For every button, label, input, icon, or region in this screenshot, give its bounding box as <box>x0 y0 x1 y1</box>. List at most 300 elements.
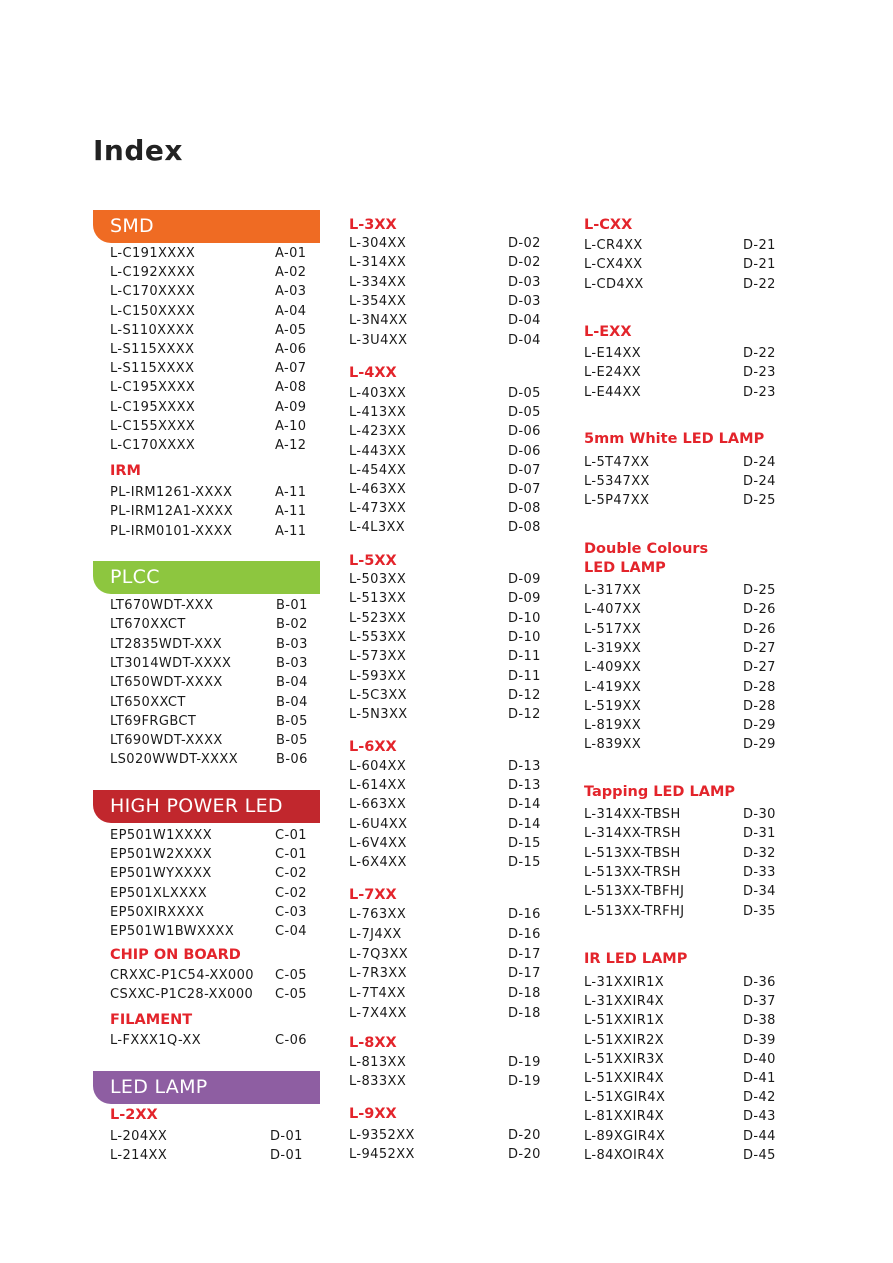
entry-page-code: D-04 <box>508 313 541 329</box>
index-entry <box>584 1127 783 1146</box>
entry-page-code: D-16 <box>508 926 541 942</box>
index-entry <box>349 518 548 537</box>
index-entry <box>110 522 315 541</box>
entry-part-number: L-6V4XX <box>349 835 407 851</box>
entry-part-number: L-839XX <box>584 737 642 753</box>
index-entry <box>584 275 783 294</box>
entry-page-code: B-02 <box>276 617 308 633</box>
index-entry <box>349 795 548 814</box>
index-entry <box>110 693 316 712</box>
index-entry <box>110 321 315 340</box>
entry-part-number: L-413XX <box>349 405 407 421</box>
entry-part-number: L-C195XXXX <box>110 380 196 396</box>
index-entry <box>349 834 548 853</box>
index-entry <box>110 359 315 378</box>
l-cxx-heading: L-CXX <box>584 217 633 233</box>
l-8xx-heading: L-8XX <box>349 1035 397 1051</box>
index-entry <box>110 340 315 359</box>
entry-part-number: EP501W2XXXX <box>110 847 213 863</box>
entry-page-code: D-22 <box>743 276 776 292</box>
index-entry <box>110 502 315 521</box>
entry-page-code: D-22 <box>743 346 776 361</box>
high-power-led-banner-label: HIGH POWER LED <box>110 795 283 817</box>
entry-page-code: A-11 <box>275 504 307 520</box>
index-entry <box>584 255 783 274</box>
index-entry <box>349 647 548 666</box>
entry-page-code: D-27 <box>743 660 776 676</box>
entry-page-code: D-10 <box>508 629 541 645</box>
entry-page-code: D-09 <box>508 591 541 607</box>
index-entry <box>584 1146 783 1165</box>
entry-page-code: A-06 <box>275 342 307 357</box>
index-entry <box>110 864 315 883</box>
entry-page-code: D-33 <box>743 864 776 880</box>
entry-page-code: A-11 <box>275 523 307 539</box>
page-title: Index <box>93 134 183 167</box>
entry-part-number: L-CX4XX <box>584 257 643 273</box>
entry-page-code: D-01 <box>270 1129 303 1144</box>
index-entry <box>110 966 315 985</box>
entry-page-code: A-08 <box>275 380 307 396</box>
entry-page-code: D-42 <box>743 1090 776 1106</box>
entry-page-code: D-05 <box>508 405 541 421</box>
entry-page-code: C-02 <box>275 866 307 882</box>
entry-page-code: D-18 <box>508 986 541 1002</box>
entry-part-number: L-S115XXXX <box>110 361 195 377</box>
entry-page-code: D-13 <box>508 778 541 794</box>
entry-page-code: D-30 <box>743 807 776 822</box>
entry-part-number: L-833XX <box>349 1074 407 1090</box>
index-entry <box>584 697 783 716</box>
entry-page-code: A-01 <box>275 246 307 261</box>
entry-page-code: D-26 <box>743 621 776 637</box>
entry-part-number: L-E24XX <box>584 365 642 381</box>
entry-part-number: L-513XX-TBSH <box>584 845 681 861</box>
index-entry <box>349 705 548 724</box>
entry-part-number: L-7R3XX <box>349 966 407 982</box>
index-entry <box>349 757 548 776</box>
entry-page-code: D-18 <box>508 1006 541 1021</box>
l-2xx-heading: L-2XX <box>110 1107 158 1123</box>
entry-page-code: D-25 <box>743 583 776 598</box>
entry-part-number: L-7J4XX <box>349 926 402 942</box>
entry-page-code: D-08 <box>508 501 541 517</box>
index-entry <box>349 422 548 441</box>
entry-part-number: EP501WYXXXX <box>110 866 212 882</box>
entry-page-code: B-05 <box>276 713 308 729</box>
entry-part-number: L-403XX <box>349 386 407 401</box>
index-entry <box>584 658 783 677</box>
entry-part-number: L-51XGIR4X <box>584 1090 666 1106</box>
index-entry <box>110 378 315 397</box>
index-entry <box>110 654 316 673</box>
entry-part-number: L-763XX <box>349 907 407 922</box>
entry-page-code: A-07 <box>275 361 307 377</box>
entry-part-number: L-E44XX <box>584 384 642 400</box>
entry-part-number: L-5P47XX <box>584 493 650 509</box>
smd-banner-label: SMD <box>110 215 154 237</box>
entry-page-code: D-06 <box>508 424 541 440</box>
entry-part-number: L-7T4XX <box>349 986 406 1002</box>
entry-page-code: B-04 <box>276 694 308 710</box>
entry-page-code: C-06 <box>275 1033 307 1048</box>
index-entry <box>349 1126 548 1145</box>
entry-part-number: LT3014WDT-XXXX <box>110 655 232 671</box>
entry-page-code: D-20 <box>508 1147 541 1163</box>
entry-part-number: LT690WDT-XXXX <box>110 733 223 749</box>
index-entry <box>349 686 548 705</box>
entry-page-code: B-03 <box>276 655 308 671</box>
entry-part-number: L-6X4XX <box>349 855 407 870</box>
entry-page-code: D-08 <box>508 520 541 536</box>
entry-page-code: D-41 <box>743 1071 776 1086</box>
entry-part-number: L-C170XXXX <box>110 438 196 453</box>
entry-part-number: L-663XX <box>349 797 407 813</box>
entry-part-number: LT650WDT-XXXX <box>110 675 223 691</box>
entry-page-code: D-36 <box>743 975 776 990</box>
entry-page-code: D-12 <box>508 707 541 723</box>
entry-part-number: L-523XX <box>349 610 407 626</box>
entry-part-number: L-513XX <box>349 591 407 607</box>
index-entry <box>584 581 783 600</box>
entry-page-code: D-23 <box>743 365 776 381</box>
entry-part-number: L-C192XXXX <box>110 265 196 281</box>
index-entry <box>349 905 548 924</box>
entry-part-number: LT650XXCT <box>110 694 186 710</box>
entry-page-code: C-03 <box>275 904 307 920</box>
entry-page-code: D-40 <box>743 1051 776 1067</box>
index-entry <box>110 903 315 922</box>
entry-page-code: D-20 <box>508 1128 541 1143</box>
index-entry <box>349 1053 548 1072</box>
entry-part-number: L-819XX <box>584 718 642 734</box>
entry-part-number: L-513XX-TRSH <box>584 864 681 880</box>
index-entry <box>349 253 548 272</box>
entry-page-code: D-31 <box>743 826 776 842</box>
entry-page-code: D-28 <box>743 679 776 695</box>
index-entry <box>584 1050 783 1069</box>
entry-part-number: L-304XX <box>349 236 407 251</box>
index-entry <box>584 735 783 754</box>
entry-part-number: PL-IRM1261-XXXX <box>110 485 233 500</box>
entry-part-number: L-553XX <box>349 629 407 645</box>
white-led-lamp-heading: 5mm White LED LAMP <box>584 431 765 447</box>
entry-page-code: C-04 <box>275 924 307 939</box>
entry-page-code: C-05 <box>275 987 307 1003</box>
entry-part-number: L-214XX <box>110 1148 168 1164</box>
entry-part-number: CSXXC-P1C28-XX000 <box>110 987 254 1003</box>
entry-part-number: L-423XX <box>349 424 407 440</box>
entry-page-code: A-03 <box>275 284 307 300</box>
index-entry <box>584 1088 783 1107</box>
entry-page-code: C-01 <box>275 847 307 863</box>
index-entry <box>349 292 548 311</box>
entry-part-number: EP501XLXXXX <box>110 885 208 901</box>
entry-page-code: D-35 <box>743 903 776 919</box>
entry-page-code: D-38 <box>743 1013 776 1029</box>
double-colours-led-lamp-heading: LED LAMP <box>584 560 666 576</box>
entry-part-number: L-314XX <box>349 255 407 271</box>
l-9xx-heading: L-9XX <box>349 1106 397 1122</box>
entry-part-number: L-593XX <box>349 668 407 684</box>
entry-part-number: L-5C3XX <box>349 687 407 703</box>
index-entry <box>349 589 548 608</box>
entry-page-code: C-02 <box>275 885 307 901</box>
entry-part-number: L-314XX-TBSH <box>584 807 681 822</box>
entry-page-code: D-25 <box>743 493 776 509</box>
index-entry <box>349 815 548 834</box>
index-entry <box>110 398 315 417</box>
index-entry <box>110 263 315 282</box>
entry-part-number: L-204XX <box>110 1129 168 1144</box>
entry-part-number: L-519XX <box>584 698 642 714</box>
entry-page-code: D-14 <box>508 816 541 832</box>
entry-part-number: L-C170XXXX <box>110 284 196 300</box>
entry-part-number: LS020WWDT-XXXX <box>110 752 239 768</box>
entry-page-code: A-04 <box>275 303 307 319</box>
entry-part-number: L-503XX <box>349 572 407 587</box>
entry-page-code: D-37 <box>743 994 776 1010</box>
index-entry <box>110 884 315 903</box>
index-entry <box>584 472 783 491</box>
entry-page-code: D-45 <box>743 1147 776 1163</box>
index-entry <box>584 678 783 697</box>
entry-page-code: D-13 <box>508 759 541 774</box>
entry-page-code: D-11 <box>508 649 541 665</box>
index-entry <box>110 596 316 615</box>
led-lamp-banner-label: LED LAMP <box>110 1076 208 1098</box>
index-entry <box>110 845 315 864</box>
index-entry <box>110 417 315 436</box>
entry-part-number: L-443XX <box>349 443 407 459</box>
index-entry <box>584 383 783 402</box>
index-entry <box>584 1011 783 1030</box>
entry-part-number: L-454XX <box>349 462 407 478</box>
index-entry <box>110 922 315 941</box>
entry-page-code: B-06 <box>276 752 308 768</box>
entry-page-code: D-19 <box>508 1074 541 1090</box>
entry-page-code: D-26 <box>743 602 776 618</box>
l-7xx-heading: L-7XX <box>349 887 397 903</box>
index-entry <box>584 344 783 363</box>
plcc-banner-label: PLCC <box>110 566 160 588</box>
entry-page-code: D-23 <box>743 384 776 400</box>
entry-part-number: L-FXXX1Q-XX <box>110 1033 202 1048</box>
index-entry <box>110 282 315 301</box>
smd-banner <box>93 210 320 243</box>
entry-page-code: A-11 <box>275 485 307 500</box>
entry-part-number: L-S115XXXX <box>110 342 195 357</box>
l-exx-heading: L-EXX <box>584 324 632 340</box>
entry-page-code: D-27 <box>743 640 776 656</box>
entry-part-number: LT670WDT-XXX <box>110 598 214 613</box>
entry-page-code: D-24 <box>743 474 776 490</box>
index-entry <box>349 964 548 983</box>
index-entry <box>110 731 316 750</box>
entry-part-number: L-517XX <box>584 621 642 637</box>
index-entry <box>349 776 548 795</box>
index-entry <box>110 635 316 654</box>
entry-part-number: L-317XX <box>584 583 642 598</box>
entry-page-code: D-05 <box>508 386 541 401</box>
entry-part-number: L-81XXIR4X <box>584 1109 665 1125</box>
entry-page-code: A-02 <box>275 265 307 281</box>
entry-part-number: EP501W1XXXX <box>110 828 213 843</box>
entry-part-number: L-C195XXXX <box>110 399 196 415</box>
entry-page-code: D-39 <box>743 1032 776 1048</box>
entry-page-code: D-11 <box>508 668 541 684</box>
entry-page-code: D-10 <box>508 610 541 626</box>
index-entry <box>110 615 316 634</box>
tapping-led-lamp-heading: Tapping LED LAMP <box>584 784 736 800</box>
entry-part-number: L-614XX <box>349 778 407 794</box>
entry-page-code: C-01 <box>275 828 307 843</box>
entry-part-number: L-C191XXXX <box>110 246 196 261</box>
entry-part-number: L-51XXIR2X <box>584 1032 665 1048</box>
entry-page-code: D-29 <box>743 718 776 734</box>
index-entry <box>584 863 783 882</box>
entry-page-code: D-15 <box>508 835 541 851</box>
index-entry <box>584 453 783 472</box>
entry-page-code: D-09 <box>508 572 541 587</box>
index-entry <box>584 716 783 735</box>
entry-part-number: EP501W1BWXXXX <box>110 924 235 939</box>
entry-part-number: L-473XX <box>349 501 407 517</box>
entry-part-number: L-S110XXXX <box>110 322 195 338</box>
index-entry <box>349 1004 548 1023</box>
index-entry <box>349 570 548 589</box>
double-colours-heading: Double Colours <box>584 541 709 557</box>
index-entry <box>584 973 783 992</box>
entry-page-code: D-01 <box>270 1148 303 1164</box>
entry-part-number: L-C150XXXX <box>110 303 196 319</box>
entry-part-number: LT2835WDT-XXX <box>110 636 223 652</box>
led-lamp-banner <box>93 1071 320 1104</box>
index-entry <box>349 480 548 499</box>
entry-part-number: L-5N3XX <box>349 707 408 723</box>
index-entry <box>584 363 783 382</box>
entry-part-number: L-7Q3XX <box>349 946 409 962</box>
entry-page-code: B-01 <box>276 598 308 613</box>
entry-part-number: L-463XX <box>349 482 407 497</box>
entry-page-code: D-16 <box>508 907 541 922</box>
entry-part-number: L-31XXIR1X <box>584 975 665 990</box>
entry-page-code: D-03 <box>508 293 541 309</box>
entry-part-number: L-604XX <box>349 759 407 774</box>
irm-heading: IRM <box>110 463 141 479</box>
entry-part-number: L-9352XX <box>349 1128 415 1143</box>
index-entry <box>584 844 783 863</box>
index-entry <box>349 311 548 330</box>
index-entry <box>110 436 315 455</box>
entry-page-code: D-28 <box>743 698 776 714</box>
index-entry <box>349 609 548 628</box>
entry-part-number: L-409XX <box>584 660 642 676</box>
entry-page-code: D-14 <box>508 797 541 813</box>
entry-page-code: D-32 <box>743 845 776 861</box>
index-entry <box>584 600 783 619</box>
index-entry <box>584 491 783 510</box>
index-entry <box>349 442 548 461</box>
entry-part-number: L-419XX <box>584 679 642 695</box>
index-entry <box>110 483 315 502</box>
index-entry <box>110 1031 315 1050</box>
index-entry <box>584 1107 783 1126</box>
entry-part-number: L-5347XX <box>584 474 650 490</box>
index-entry <box>349 1072 548 1091</box>
index-entry <box>349 853 548 872</box>
index-entry <box>110 673 316 692</box>
index-entry <box>584 620 783 639</box>
index-entry <box>110 302 315 321</box>
entry-page-code: D-07 <box>508 482 541 497</box>
entry-page-code: B-05 <box>276 733 308 749</box>
high-power-led-banner <box>93 790 320 823</box>
entry-page-code: D-17 <box>508 966 541 982</box>
index-entry <box>584 236 783 255</box>
index-entry <box>584 1031 783 1050</box>
entry-part-number: L-84XOIR4X <box>584 1147 665 1163</box>
l-3xx-heading: L-3XX <box>349 217 397 233</box>
entry-part-number: L-319XX <box>584 640 642 656</box>
index-entry <box>349 628 548 647</box>
chip-on-board-heading: CHIP ON BOARD <box>110 947 241 963</box>
entry-part-number: L-513XX-TBFHJ <box>584 884 685 900</box>
entry-part-number: L-573XX <box>349 649 407 665</box>
entry-page-code: A-10 <box>275 418 307 434</box>
index-entry <box>584 992 783 1011</box>
entry-part-number: L-5T47XX <box>584 455 650 470</box>
index-entry <box>584 882 783 901</box>
entry-part-number: L-3N4XX <box>349 313 408 329</box>
entry-part-number: L-334XX <box>349 274 407 290</box>
entry-part-number: L-354XX <box>349 293 407 309</box>
index-entry <box>349 403 548 422</box>
entry-page-code: A-05 <box>275 322 307 338</box>
index-entry <box>349 667 548 686</box>
l-4xx-heading: L-4XX <box>349 365 397 381</box>
entry-part-number: L-31XXIR4X <box>584 994 665 1010</box>
index-entry <box>349 984 548 1003</box>
index-entry <box>110 750 316 769</box>
l-5xx-heading: L-5XX <box>349 553 397 569</box>
entry-part-number: LT69FRGBCT <box>110 713 197 729</box>
entry-part-number: LT670XXCT <box>110 617 186 633</box>
entry-part-number: L-7X4XX <box>349 1006 407 1021</box>
entry-part-number: L-51XXIR3X <box>584 1051 665 1067</box>
entry-part-number: L-4L3XX <box>349 520 406 536</box>
index-entry <box>584 639 783 658</box>
entry-part-number: L-3U4XX <box>349 332 408 348</box>
entry-page-code: D-03 <box>508 274 541 290</box>
entry-part-number: L-314XX-TRSH <box>584 826 681 842</box>
index-entry <box>110 826 315 845</box>
entry-part-number: L-407XX <box>584 602 642 618</box>
index-entry <box>110 1127 310 1146</box>
l-6xx-heading: L-6XX <box>349 739 397 755</box>
entry-part-number: L-6U4XX <box>349 816 408 832</box>
filament-heading: FILAMENT <box>110 1012 193 1028</box>
entry-part-number: PL-IRM12A1-XXXX <box>110 504 233 520</box>
entry-part-number: L-E14XX <box>584 346 642 361</box>
index-entry <box>349 1145 548 1164</box>
index-entry <box>584 824 783 843</box>
entry-page-code: D-06 <box>508 443 541 459</box>
entry-page-code: D-02 <box>508 236 541 251</box>
entry-page-code: D-12 <box>508 687 541 703</box>
entry-part-number: L-813XX <box>349 1055 407 1070</box>
entry-page-code: D-17 <box>508 946 541 962</box>
